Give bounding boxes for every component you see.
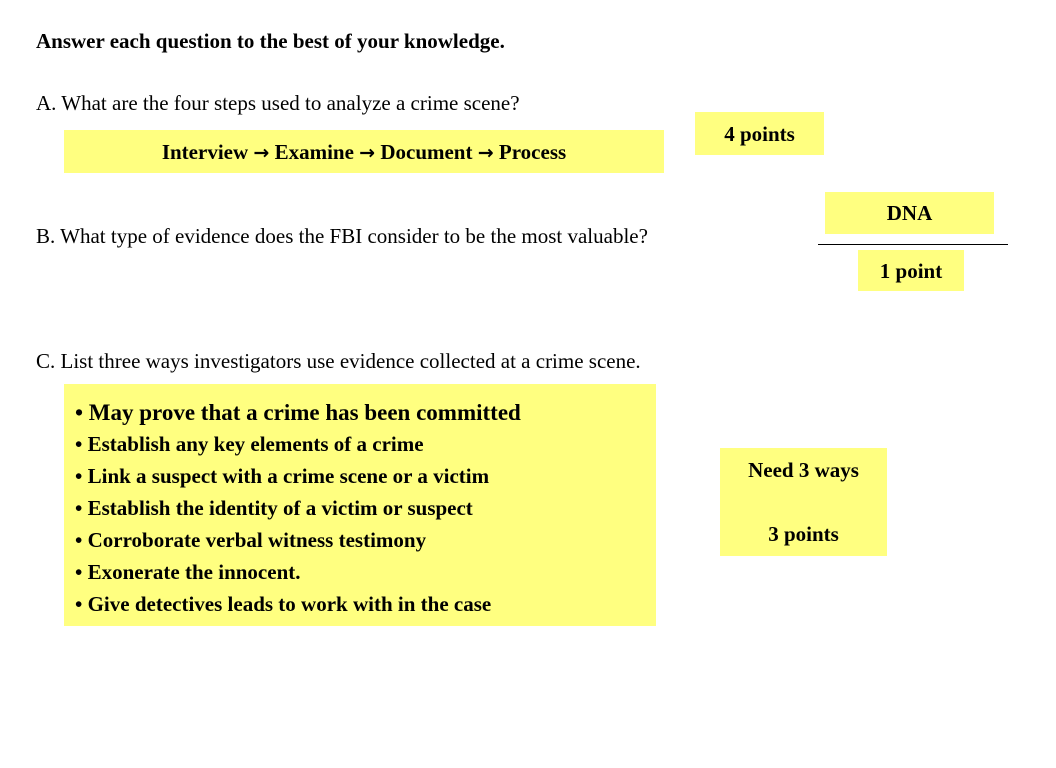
answer-a-step-4: Process bbox=[498, 140, 567, 164]
answer-a-step-2: Examine bbox=[274, 140, 354, 164]
question-b-answer-box: DNA bbox=[825, 192, 994, 234]
question-c-answer-list bbox=[75, 398, 656, 620]
list-item: • May prove that a crime has been committed bbox=[75, 400, 521, 425]
list-item: • Exonerate the innocent. bbox=[75, 560, 301, 584]
answer-a-step-3: Document bbox=[380, 140, 473, 164]
list-item: • Corroborate verbal witness testimony bbox=[75, 528, 427, 552]
instructions-heading: Answer each question to the best of your knowledge. bbox=[36, 29, 505, 53]
question-b-answer-line bbox=[818, 244, 1008, 245]
question-a-answer-box bbox=[64, 130, 664, 173]
list-item: • Give detectives leads to work with in the case bbox=[75, 592, 492, 616]
question-c-prompt: C. List three ways investigators use evidence collected at a crime scene. bbox=[36, 349, 641, 373]
list-item: • Establish the identity of a victim or suspect bbox=[75, 496, 473, 520]
question-b-points-badge: 1 point bbox=[858, 250, 964, 291]
list-item: • Link a suspect with a crime scene or a victim bbox=[75, 464, 490, 488]
requirement-label: Need 3 ways bbox=[748, 458, 859, 482]
question-c-answer-box bbox=[64, 384, 656, 626]
question-a-prompt: A. What are the four steps used to analyze a crime scene? bbox=[36, 91, 520, 115]
arrow-right-icon: → bbox=[477, 142, 494, 164]
arrow-right-icon: → bbox=[253, 142, 270, 164]
question-a-points-badge: 4 points bbox=[695, 112, 824, 155]
arrow-right-icon: → bbox=[359, 142, 376, 164]
answer-a-step-1: Interview bbox=[161, 140, 249, 164]
question-b-prompt: B. What type of evidence does the FBI consider to be the most valuable? bbox=[36, 224, 648, 248]
list-item: • Establish any key elements of a crime bbox=[75, 432, 424, 456]
points-label: 3 points bbox=[768, 522, 839, 546]
question-c-points-badge bbox=[720, 448, 887, 556]
